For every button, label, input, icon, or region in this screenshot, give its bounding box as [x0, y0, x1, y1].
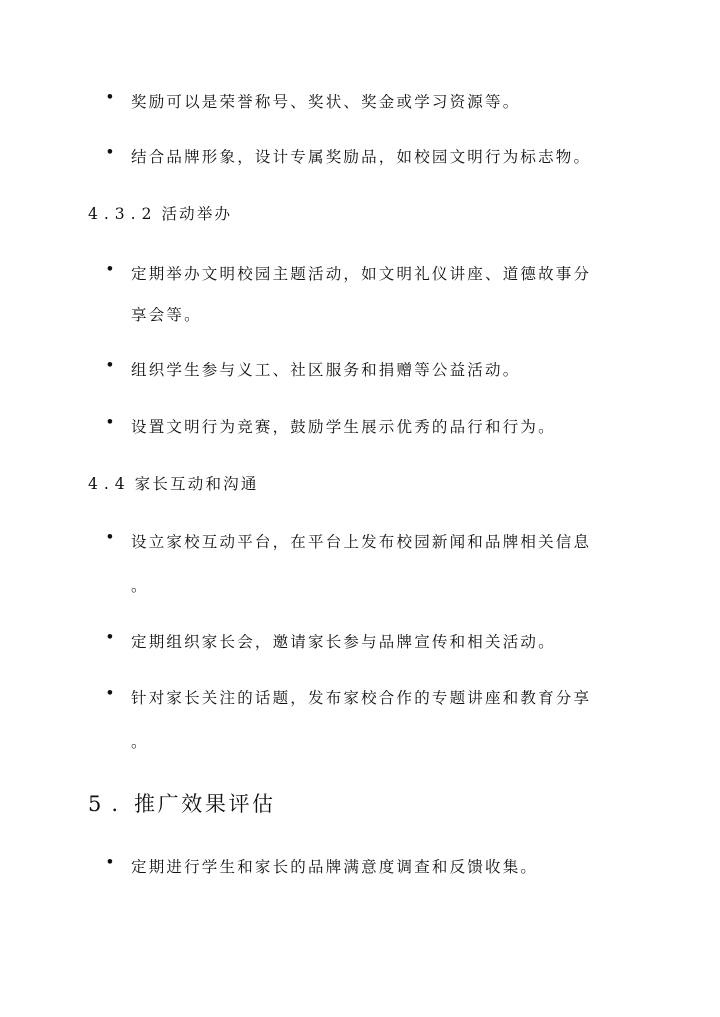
section-title: 活动举办	[161, 205, 233, 223]
list-item-text: 针对家长关注的话题，发布家校合作的专题讲座和教育分享	[131, 689, 592, 707]
bullet-icon: •	[105, 855, 117, 870]
list-item-text: 组织学生参与义工、社区服务和捐赠等公益活动。	[131, 361, 521, 379]
bullet-icon: •	[105, 630, 117, 645]
bullet-icon: •	[105, 686, 117, 701]
bullet-icon: •	[105, 530, 117, 545]
list-item-text: 。	[131, 733, 149, 751]
list-item-text: 设置文明行为竞赛，鼓励学生展示优秀的品行和行为。	[131, 418, 556, 436]
bullet-icon: •	[105, 262, 117, 277]
list-item-text: 奖励可以是荣誉称号、奖状、奖金或学习资源等。	[131, 93, 521, 111]
section-heading	[88, 472, 259, 494]
section-number: 4.3.2	[88, 205, 158, 223]
bullet-icon: •	[105, 415, 117, 430]
list-item-text: 定期组织家长会，邀请家长参与品牌宣传和相关活动。	[131, 633, 556, 651]
bullet-icon: •	[105, 145, 117, 160]
section-title: 家长互动和沟通	[134, 475, 259, 493]
bullet-icon: •	[105, 358, 117, 373]
section-title: 推广效果评估	[134, 792, 276, 816]
chapter-heading	[88, 788, 276, 818]
list-item-text: 结合品牌形象，设计专属奖励品，如校园文明行为标志物。	[131, 148, 592, 166]
list-item-text: 。	[131, 577, 149, 595]
list-item-text: 定期举办文明校园主题活动，如文明礼仪讲座、道德故事分	[131, 265, 592, 283]
list-item-text: 设立家校互动平台，在平台上发布校园新闻和品牌相关信息	[131, 533, 592, 551]
section-number: 4.4	[88, 475, 131, 493]
list-item-text: 享会等。	[131, 306, 202, 324]
list-item-text: 定期进行学生和家长的品牌满意度调查和反馈收集。	[131, 858, 539, 876]
bullet-icon: •	[105, 90, 117, 105]
section-number: 5.	[88, 792, 129, 816]
section-heading	[88, 202, 232, 224]
